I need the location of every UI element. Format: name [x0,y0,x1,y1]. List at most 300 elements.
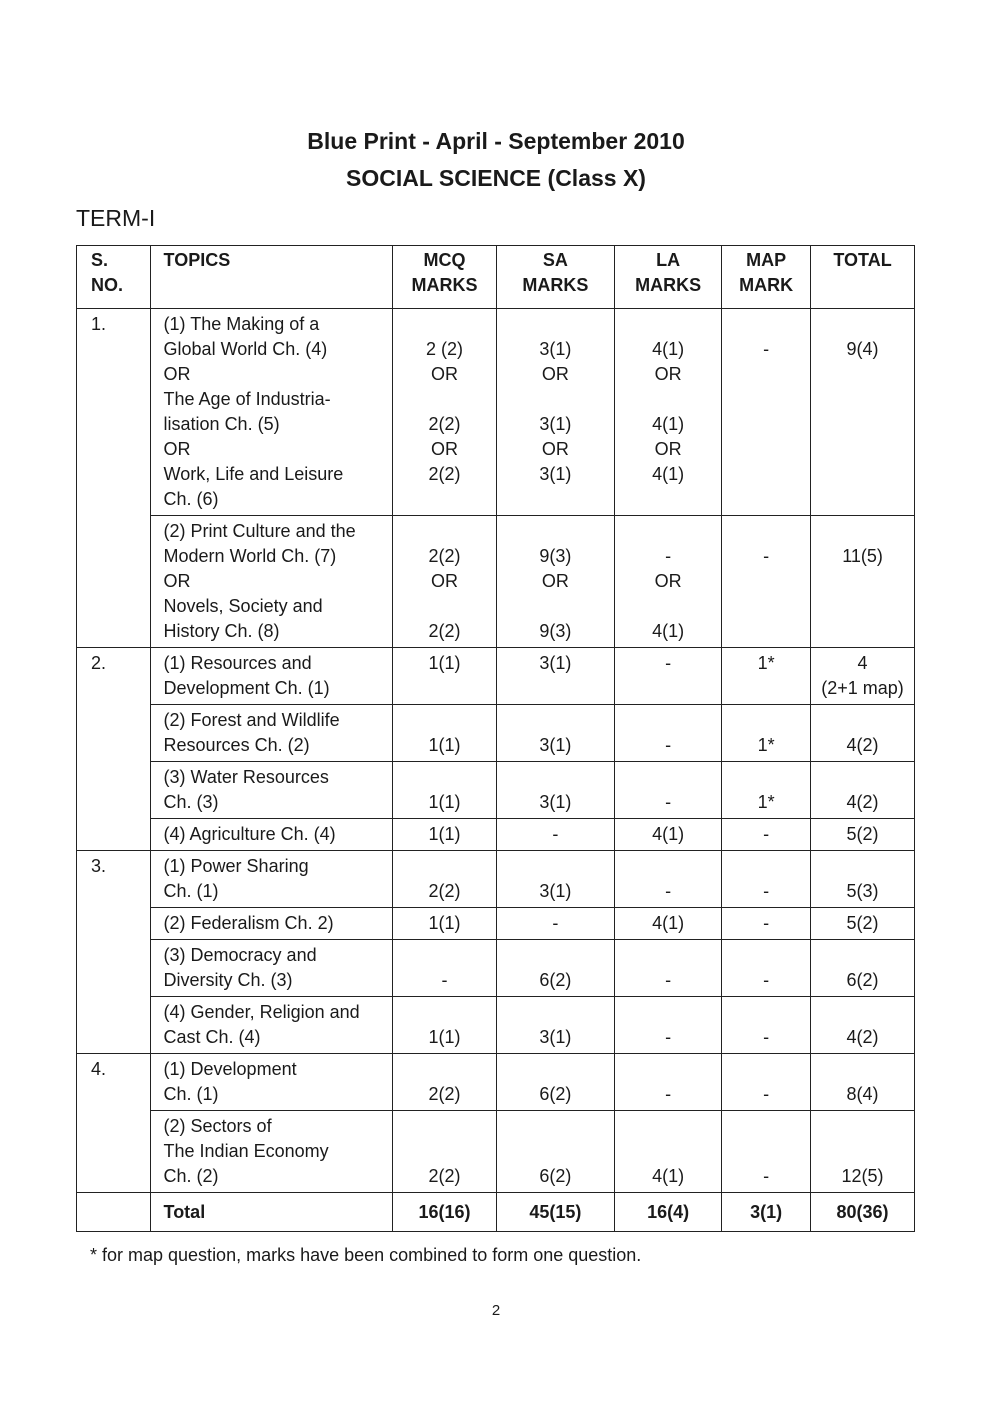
topic-cell [150,908,393,940]
total-line: 8(4) [846,1084,879,1104]
mcq-line [393,708,496,733]
sa-line [497,708,614,733]
mcq-line [393,1000,496,1025]
mcq-line: 1(1) [428,1027,461,1047]
total-cell [811,819,915,851]
table-row [77,851,915,908]
mcq-line: 2(2) [428,464,461,484]
map-line [722,412,810,437]
sa-line: - [552,824,559,844]
topic-line: (3) Democracy and [163,945,317,965]
total-line [811,708,914,733]
topic-line: (1) Development [163,1059,297,1079]
table-row [77,309,915,516]
la-line: - [665,1027,672,1047]
sa-cell [496,1054,614,1111]
la-line [615,519,721,544]
topic-line: OR [163,571,191,591]
la-line [615,854,721,879]
total-mcq: 16(16) [393,1193,497,1232]
la-line: 4(1) [652,464,685,484]
la-line [615,1114,721,1139]
sa-line [497,1057,614,1082]
map-cell [722,309,811,516]
sa-cell [496,940,614,997]
total-line: 12(5) [841,1166,884,1186]
la-line: - [665,653,672,673]
total-line: 4(2) [846,792,879,812]
map-line [722,594,810,619]
mcq-cell [393,762,497,819]
mcq-cell [393,705,497,762]
map-cell [722,1111,811,1193]
map-line [722,519,810,544]
la-line: 4(1) [652,913,685,933]
map-line: - [763,881,770,901]
map-line: - [763,970,770,990]
total-line: (2+1 map) [821,678,904,698]
sa-line [497,1000,614,1025]
total-cell [811,908,915,940]
map-cell [722,997,811,1054]
sa-cell [496,1111,614,1193]
topic-line: (3) Water Resources [163,767,329,787]
topic-line: (4) Gender, Religion and [163,1002,360,1022]
map-line: - [763,824,770,844]
la-line [615,594,721,619]
table-row [77,908,915,940]
total-sno-cell [77,1193,151,1232]
mcq-line: 2(2) [428,881,461,901]
topic-line: (2) Federalism Ch. 2) [163,913,334,933]
sa-line: OR [541,439,569,459]
map-line [722,765,810,790]
topic-line: Modern World Ch. (7) [163,546,337,566]
total-line [811,1057,914,1082]
la-cell [614,940,721,997]
map-cell [722,851,811,908]
topic-line: OR [163,439,191,459]
total-la: 16(4) [614,1193,721,1232]
la-line [615,943,721,968]
total-line [811,487,914,512]
map-line [722,676,810,701]
map-cell [722,1054,811,1111]
la-line: 4(1) [652,824,685,844]
total-line [811,519,914,544]
la-line: - [665,792,672,812]
col-header-sa: SA MARKS [496,246,614,309]
sa-line [497,387,614,412]
col-header-mcq: MCQ MARKS [393,246,497,309]
topic-line: The Indian Economy [163,1141,329,1161]
topic-line: (2) Print Culture and the [163,521,356,541]
mcq-cell [393,1054,497,1111]
map-cell [722,648,811,705]
mcq-cell [393,1111,497,1193]
mcq-cell [393,908,497,940]
map-line: - [763,1084,770,1104]
sa-cell [496,516,614,648]
mcq-line: OR [430,364,458,384]
topic-line: (1) Resources and [163,653,312,673]
sa-line: 6(2) [539,1166,572,1186]
map-line: 1* [757,792,775,812]
mcq-line: 2(2) [428,621,461,641]
topic-line: Ch. (1) [163,881,219,901]
map-line: - [763,546,770,566]
mcq-line: OR [430,571,458,591]
mcq-line [393,943,496,968]
mcq-line [393,487,496,512]
la-line: OR [654,364,682,384]
mcq-cell [393,648,497,705]
map-line [722,462,810,487]
total-sa: 45(15) [496,1193,614,1232]
total-line: 4(2) [846,735,879,755]
col-header-la: LA MARKS [614,246,721,309]
total-line [811,569,914,594]
mcq-line: 2(2) [428,546,461,566]
mcq-line [393,854,496,879]
la-line: - [665,1084,672,1104]
sa-line [497,519,614,544]
sa-cell [496,851,614,908]
mcq-line: 2(2) [428,1084,461,1104]
map-line: - [763,913,770,933]
sa-line [497,312,614,337]
total-cell [811,851,915,908]
map-line [722,1139,810,1164]
topic-line: Cast Ch. (4) [163,1027,261,1047]
la-line: - [665,546,672,566]
map-line [722,387,810,412]
map-line [722,362,810,387]
sa-line: 3(1) [539,653,572,673]
table-row [77,516,915,648]
topic-line: Ch. (3) [163,792,219,812]
total-line: 4 [857,653,868,673]
table-row [77,1111,915,1193]
map-line [722,1057,810,1082]
la-line: OR [654,571,682,591]
map-line: 1* [757,735,775,755]
total-line [811,362,914,387]
mcq-line [393,312,496,337]
sa-line [497,676,614,701]
total-line: 11(5) [842,546,883,566]
mcq-cell [393,997,497,1054]
topic-line: Ch. (2) [163,1166,219,1186]
sa-cell [496,762,614,819]
la-line [615,1000,721,1025]
table-row [77,940,915,997]
table-row [77,705,915,762]
footnote: * for map question, marks have been combined to form one question. [90,1245,642,1265]
table-row [77,1054,915,1111]
sa-line: 3(1) [539,464,572,484]
total-line: 5(2) [846,824,879,844]
topic-cell [150,1054,393,1111]
col-header-map: MAP MARK [722,246,811,309]
mcq-line [393,387,496,412]
la-line [615,708,721,733]
topic-cell [150,997,393,1054]
sa-line: 3(1) [539,414,572,434]
table-row [77,648,915,705]
topic-cell [150,1111,393,1193]
mcq-line: 2 (2) [425,339,463,359]
la-line [615,487,721,512]
total-line: 5(3) [846,881,879,901]
map-line: - [763,1027,770,1047]
topic-cell [150,940,393,997]
la-line [615,676,721,701]
map-cell [722,940,811,997]
total-label: Total [150,1193,393,1232]
total-line: 6(2) [846,970,879,990]
la-line [615,387,721,412]
sa-line: 9(3) [539,546,572,566]
mcq-line: 2(2) [428,1166,461,1186]
topic-line: Ch. (6) [163,489,219,509]
sa-line: OR [541,571,569,591]
topic-line: The Age of Industria- [163,389,331,409]
topic-line: Novels, Society and [163,596,323,616]
mcq-line: 2(2) [428,414,461,434]
total-line [811,412,914,437]
map-line [722,312,810,337]
total-cell [811,940,915,997]
la-cell [614,309,721,516]
mcq-line: OR [430,439,458,459]
sno-cell: 2. [77,648,151,851]
mcq-line: 1(1) [428,735,461,755]
total-line [811,1000,914,1025]
la-line: 4(1) [652,621,685,641]
total-line: 4(2) [846,1027,879,1047]
sa-line: OR [541,364,569,384]
mcq-line [393,519,496,544]
mcq-line: - [441,970,448,990]
la-cell [614,705,721,762]
map-line [722,1000,810,1025]
total-cell [811,705,915,762]
total-cell [811,1054,915,1111]
la-line: - [665,881,672,901]
la-line: - [665,735,672,755]
page-number: 2 [491,1302,501,1319]
la-cell [614,851,721,908]
total-line [811,1139,914,1164]
sa-cell [496,997,614,1054]
topic-line: (4) Agriculture Ch. (4) [163,824,336,844]
map-line [722,943,810,968]
la-line [615,1057,721,1082]
la-cell [614,819,721,851]
total-line [811,943,914,968]
total-map: 3(1) [722,1193,811,1232]
la-cell [614,1054,721,1111]
total-total: 80(36) [811,1193,915,1232]
la-line: OR [654,439,682,459]
map-line [722,708,810,733]
mcq-line [393,676,496,701]
mcq-line [393,1114,496,1139]
la-line [615,765,721,790]
la-line: 4(1) [652,339,685,359]
total-line [811,462,914,487]
map-line [722,437,810,462]
topic-line: Development Ch. (1) [163,678,330,698]
topic-cell [150,705,393,762]
topic-line: Ch. (1) [163,1084,219,1104]
map-line: - [763,339,770,359]
col-header-total: TOTAL [811,246,915,309]
col-header-topics: TOPICS [150,246,393,309]
mcq-cell [393,940,497,997]
sa-line: 6(2) [539,1084,572,1104]
sa-line [497,765,614,790]
sa-cell [496,648,614,705]
la-cell [614,648,721,705]
sa-cell [496,908,614,940]
sa-cell [496,705,614,762]
total-cell [811,648,915,705]
sa-line: 3(1) [539,881,572,901]
sa-line [497,1114,614,1139]
mcq-line: 1(1) [428,824,461,844]
sa-line: 9(3) [539,621,572,641]
map-cell [722,819,811,851]
page-subtitle: SOCIAL SCIENCE (Class X) [346,165,646,191]
la-line: - [665,970,672,990]
sa-line [497,854,614,879]
la-cell [614,997,721,1054]
topic-line: (2) Sectors of [163,1116,272,1136]
total-line [811,387,914,412]
total-cell [811,1111,915,1193]
mcq-line [393,594,496,619]
sa-line: - [552,913,559,933]
term-heading: TERM-I [76,205,156,231]
topic-cell [150,762,393,819]
map-cell [722,762,811,819]
total-line [811,765,914,790]
mcq-cell [393,516,497,648]
sa-line: 3(1) [539,339,572,359]
map-cell [722,908,811,940]
mcq-line: 1(1) [428,792,461,812]
table-row [77,762,915,819]
topic-line: lisation Ch. (5) [163,414,280,434]
topic-line: Global World Ch. (4) [163,339,328,359]
topic-cell [150,516,393,648]
sa-line [497,594,614,619]
sa-cell [496,309,614,516]
table-row [77,819,915,851]
topic-cell [150,851,393,908]
topic-line: (1) The Making of a [163,314,320,334]
topic-line: Diversity Ch. (3) [163,970,293,990]
map-line [722,569,810,594]
map-cell [722,516,811,648]
map-line [722,487,810,512]
map-line: 1* [757,653,775,673]
topic-cell [150,309,393,516]
sa-line: 3(1) [539,792,572,812]
total-cell [811,516,915,648]
la-cell [614,1111,721,1193]
sno-cell: 1. [77,309,151,648]
mcq-cell [393,819,497,851]
col-header-sno: S. NO. [77,246,151,309]
la-line: 4(1) [652,414,685,434]
mcq-cell [393,851,497,908]
la-line: 4(1) [652,1166,685,1186]
table-row [77,997,915,1054]
topic-line: History Ch. (8) [163,621,280,641]
sno-cell: 4. [77,1054,151,1193]
mcq-line [393,1139,496,1164]
mcq-line [393,1057,496,1082]
sa-line: 3(1) [539,1027,572,1047]
total-cell [811,309,915,516]
total-line [811,619,914,644]
page-title: Blue Print - April - September 2010 [307,128,685,154]
mcq-line: 1(1) [428,653,461,673]
la-cell [614,516,721,648]
total-cell [811,762,915,819]
total-line: 9(4) [846,339,879,359]
la-line [615,312,721,337]
total-line: 5(2) [846,913,879,933]
map-line: - [763,1166,770,1186]
total-cell [811,997,915,1054]
mcq-cell [393,309,497,516]
map-cell [722,705,811,762]
topic-line: Resources Ch. (2) [163,735,310,755]
mcq-line: 1(1) [428,913,461,933]
mcq-line [393,765,496,790]
sa-cell [496,819,614,851]
la-cell [614,908,721,940]
table-body [77,309,915,1193]
topic-line: (1) Power Sharing [163,856,309,876]
total-row [77,1193,915,1232]
total-line [811,594,914,619]
la-cell [614,762,721,819]
map-line [722,854,810,879]
map-line [722,1114,810,1139]
la-line [615,1139,721,1164]
total-line [811,854,914,879]
topic-line: Work, Life and Leisure [163,464,344,484]
total-line [811,312,914,337]
sa-line [497,1139,614,1164]
topic-cell [150,819,393,851]
sa-line [497,943,614,968]
table-header-row [77,246,915,309]
sa-line [497,487,614,512]
sa-line: 3(1) [539,735,572,755]
sno-cell: 3. [77,851,151,1054]
topic-line: OR [163,364,191,384]
topic-line: (2) Forest and Wildlife [163,710,340,730]
total-line [811,1114,914,1139]
total-line [811,437,914,462]
map-line [722,619,810,644]
